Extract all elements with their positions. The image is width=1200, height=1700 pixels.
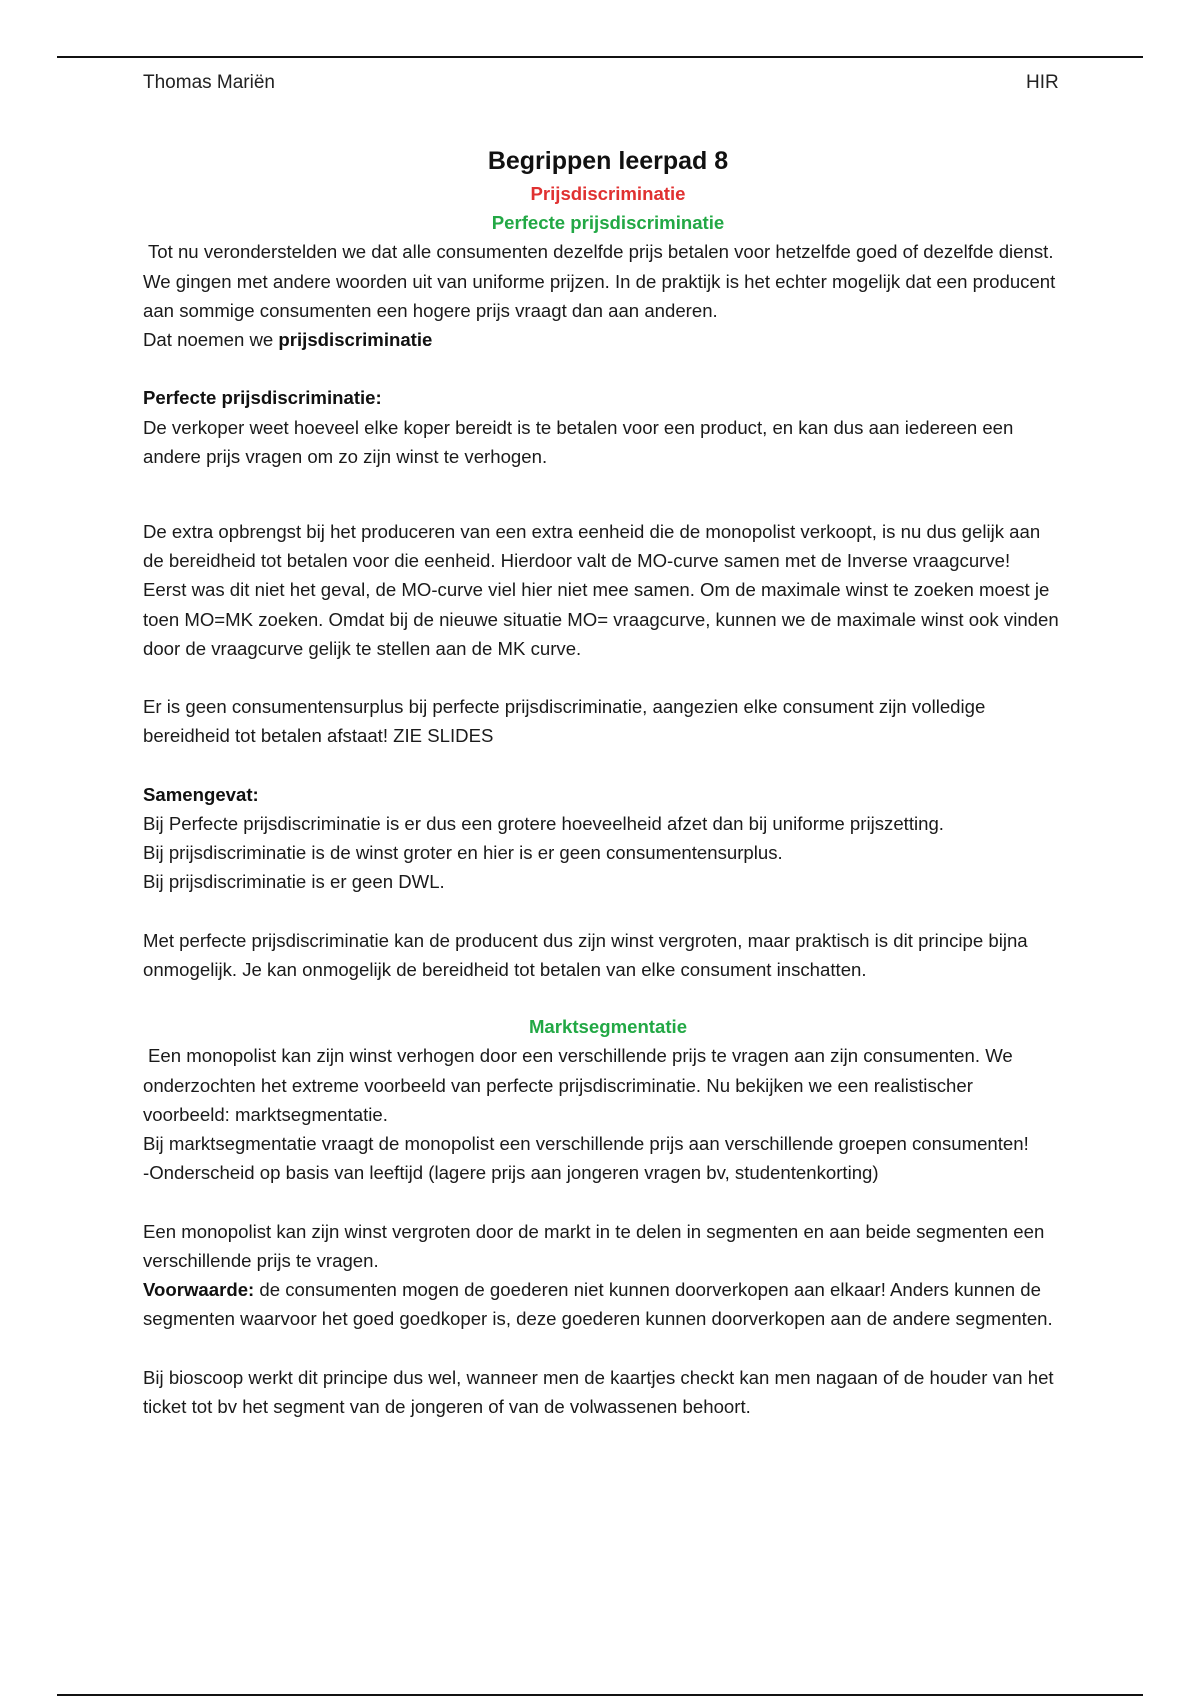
market-paragraph-3: -Onderscheid op basis van leeftijd (lagere prijs aan jongeren vragen bv, studentenkorting) xyxy=(143,1162,879,1184)
summary-line: Bij Perfecte prijsdiscriminatie is er dus een grotere hoeveelheid afzet dan bij uniforme prijszetting. xyxy=(143,813,944,835)
intro-last-bold: prijsdiscriminatie xyxy=(278,329,433,351)
conclusion-paragraph: Met perfecte prijsdiscriminatie kan de producent dus zijn winst vergroten, maar praktisch is dit principe bijna onmogelijk. Je kan onmogelijk de bereidheid tot betalen van elke consument inschatten. xyxy=(143,929,1028,981)
market-paragraph-4: Een monopolist kan zijn winst vergroten door de markt in te delen in segmenten en aan beide segmenten een verschillende prijs te vragen. xyxy=(143,1220,1045,1271)
document-subtitle: Prijsdiscriminatie xyxy=(530,183,686,204)
summary-label: Samengevat: xyxy=(143,783,259,805)
header-course: HIR xyxy=(1026,72,1059,93)
mo-curve-paragraph: Eerst was dit niet het geval, de MO-curve viel hier niet mee samen. Om de maximale winst te zoeken moest je toen MO=MK zoeken. Omdat bij de nieuwe situatie MO= vraagcurve, kunnen we de maximale winst ook vinden door de vraagcurve gelijk te stellen aan de MK curve. xyxy=(143,579,1059,659)
condition-paragraph xyxy=(143,1275,1063,1333)
top-rule xyxy=(57,56,1143,58)
market-paragraph-2: Bij marktsegmentatie vraagt de monopolist een verschillende prijs aan verschillende groepen consumenten! xyxy=(143,1133,1029,1155)
bottom-rule xyxy=(57,1694,1143,1696)
market-paragraph-1: Een monopolist kan zijn winst verhogen door een verschillende prijs te vragen aan zijn consumenten. We onderzochten het extreme voorbeeld van perfecte prijsdiscriminatie. Nu bekijken we een realistischer voorbeeld: marktsegmentatie. xyxy=(143,1045,1013,1125)
condition-label: Voorwaarde: xyxy=(143,1279,255,1301)
definition-text: De verkoper weet hoeveel elke koper bereidt is te betalen voor een product, en kan dus aan iedereen een andere prijs vragen om zo zijn winst te verhogen. xyxy=(143,416,1014,467)
intro-last-prefix: Dat noemen we xyxy=(143,329,279,351)
condition-text: de consumenten mogen de goederen niet kunnen doorverkopen aan elkaar! Anders kunnen de segmenten waarvoor het goed goedkoper is, deze goederen kunnen doorverkopen aan de andere segmenten. xyxy=(143,1279,1053,1330)
header-author: Thomas Mariën xyxy=(143,72,275,93)
section-heading-perfect: Perfecte prijsdiscriminatie xyxy=(491,212,725,234)
surplus-paragraph: Er is geen consumentensurplus bij perfecte prijsdiscriminatie, aangezien elke consument zijn volledige bereidheid tot betalen afstaat! ZIE SLIDES xyxy=(143,696,986,747)
intro-paragraph: Tot nu veronderstelden we dat alle consumenten dezelfde prijs betalen voor hetzelfde goed of dezelfde dienst. We gingen met andere woorden uit van uniforme prijzen. In de praktijk is het echter mogelijk dat een producent aan sommige consumenten een hogere prijs vraagt dan aan anderen. xyxy=(143,241,1056,321)
document-body xyxy=(143,143,1063,1421)
extra-revenue-paragraph: De extra opbrengst bij het produceren van een extra eenheid die de monopolist verkoopt, is nu dus gelijk aan de bereidheid tot betalen voor die eenheid. Hierdoor valt de MO-curve samen met de Inverse vraagcurve! xyxy=(143,521,1041,572)
summary-line: Bij prijsdiscriminatie is de winst groter en hier is er geen consumentensurplus. xyxy=(143,842,783,864)
intro-last-line xyxy=(143,325,1063,354)
cinema-paragraph: Bij bioscoop werkt dit principe dus wel, wanneer men de kaartjes checkt kan men nagaan of de houder van het ticket tot bv het segment van de jongeren of van de volwassenen behoort. xyxy=(143,1366,1054,1417)
document-title: Begrippen leerpad 8 xyxy=(487,147,729,175)
definition-label: Perfecte prijsdiscriminatie: xyxy=(143,387,382,409)
summary-line: Bij prijsdiscriminatie is er geen DWL. xyxy=(143,871,445,893)
section-heading-market: Marktsegmentatie xyxy=(528,1016,688,1038)
